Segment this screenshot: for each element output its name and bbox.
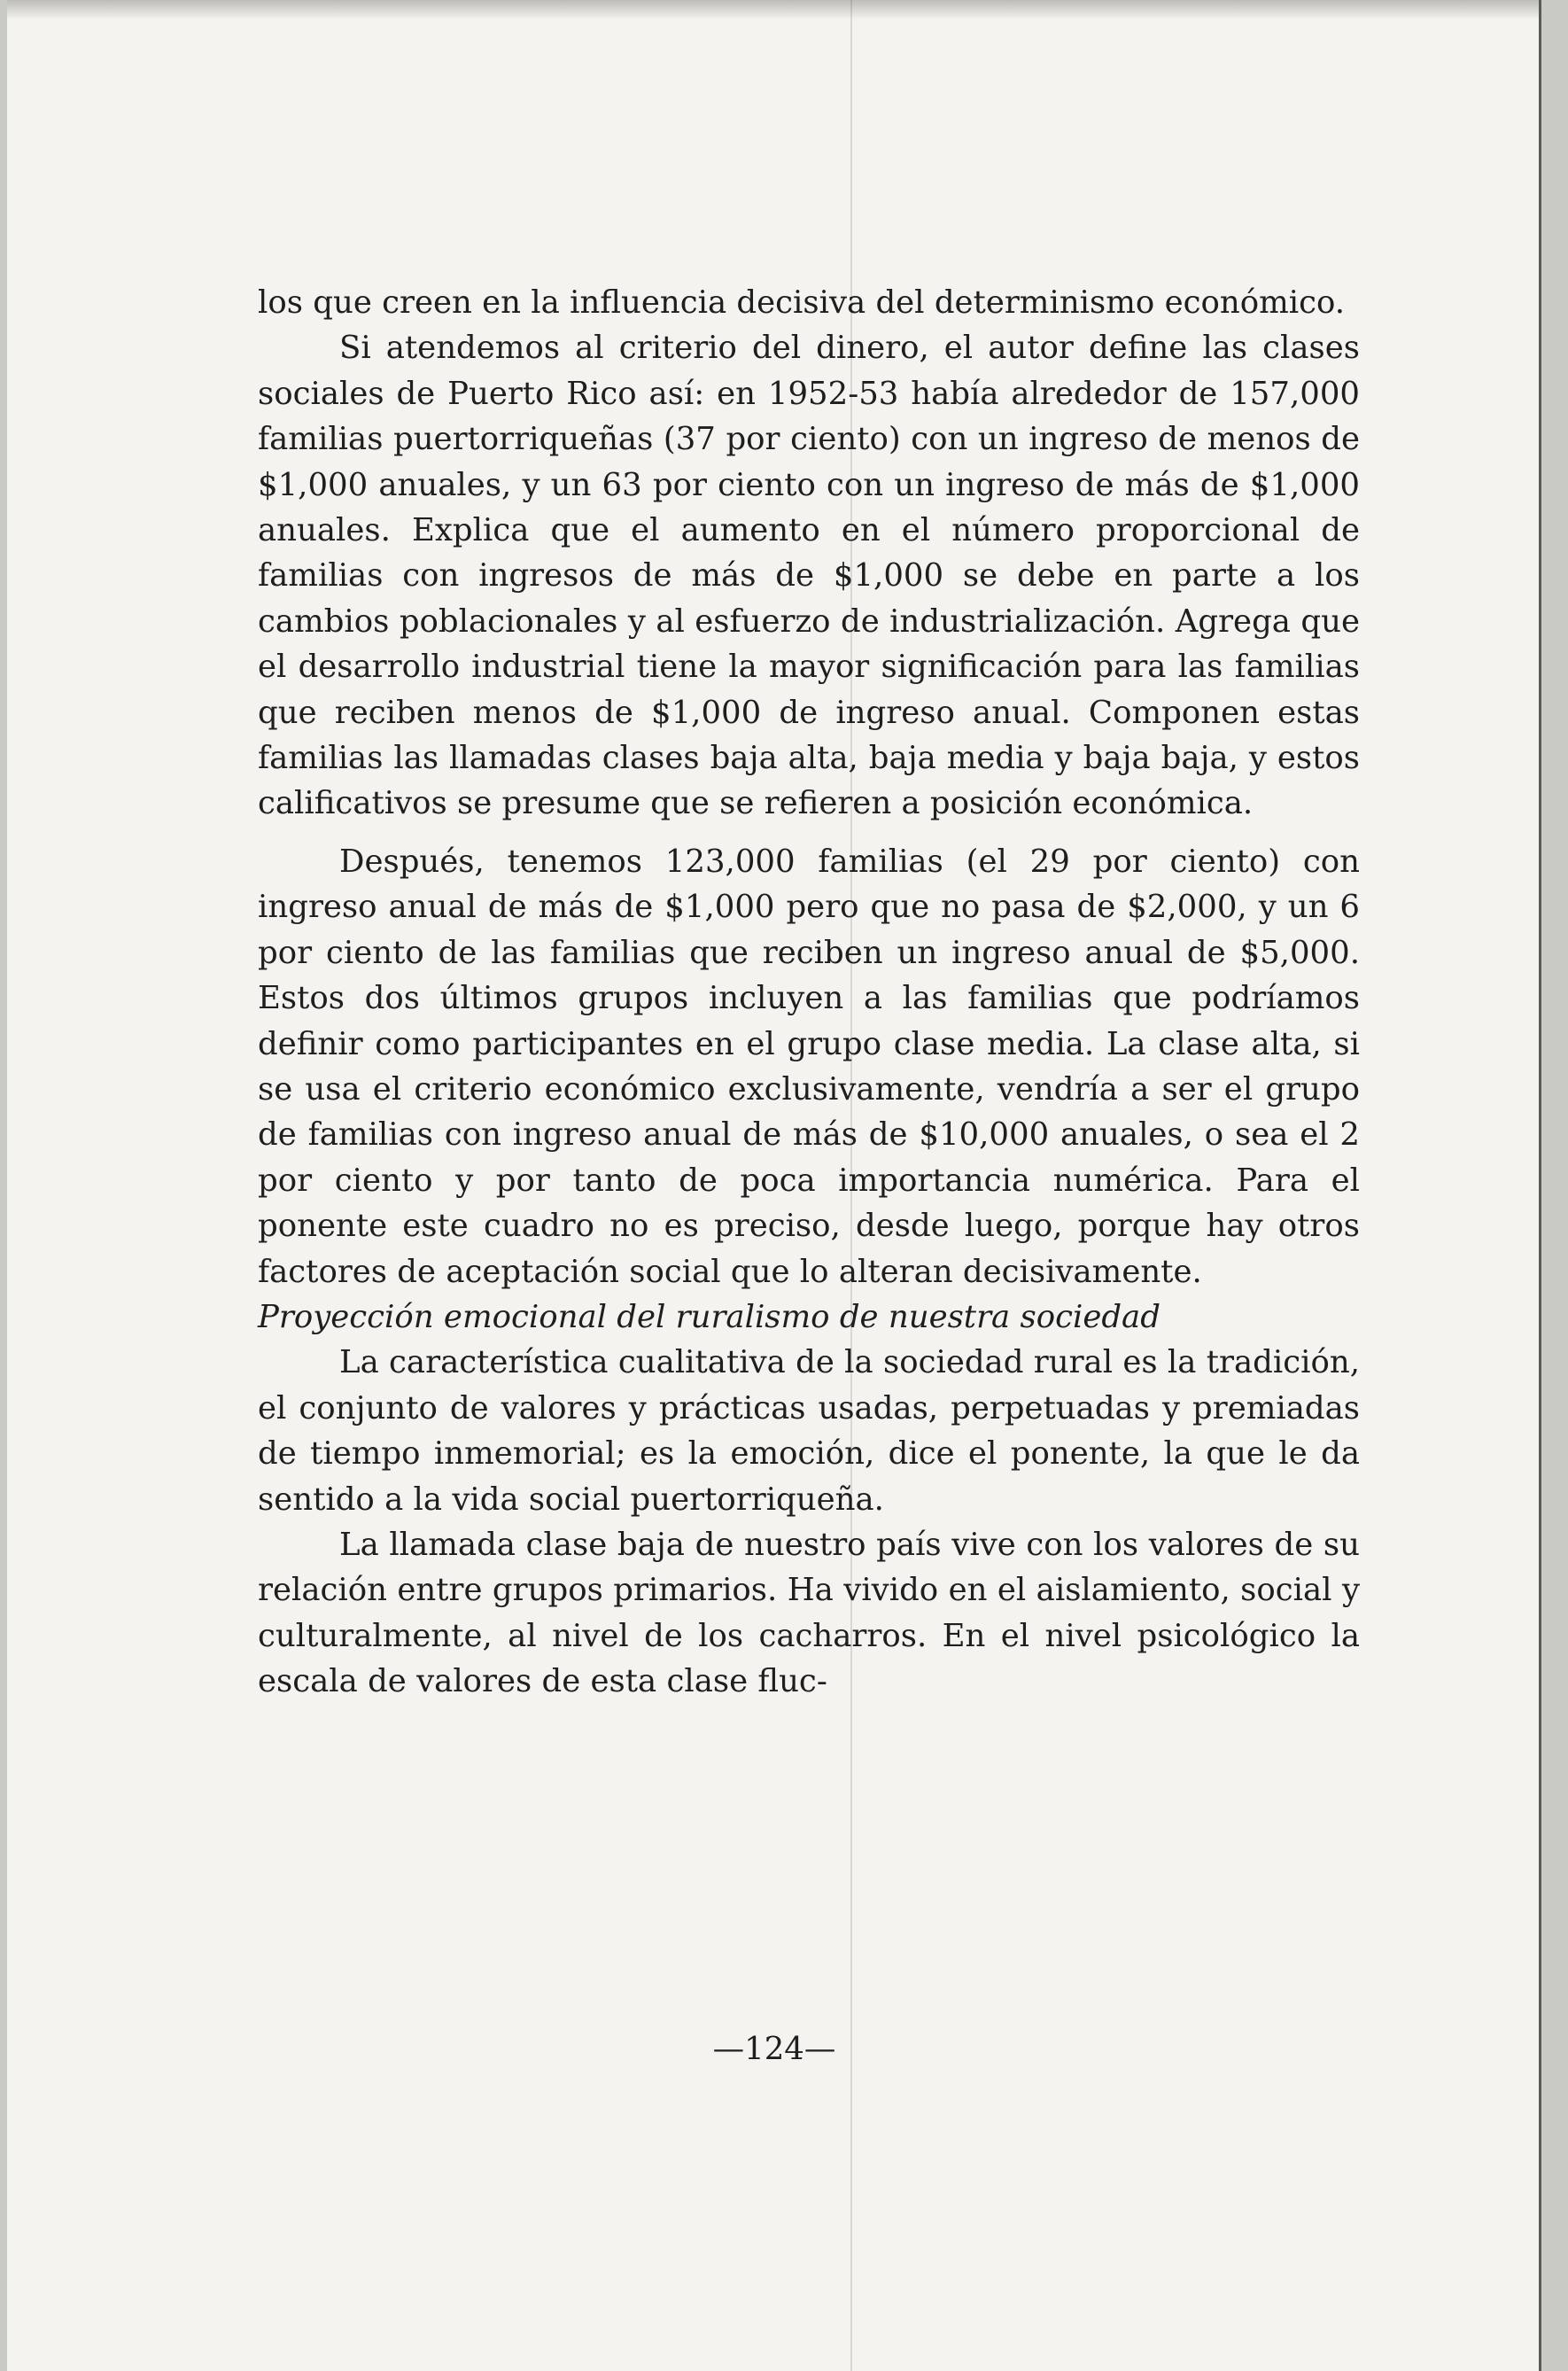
paragraph-rural-tradition: La característica cualitativa de la sociedad rural es la tradición, el conjunto de valores y prácticas usadas, perpetuadas y premiadas de tiempo inmemorial; es la emoción, dice el ponente, la que le da sentido a la vida social puertorriqueña. bbox=[258, 1344, 1360, 1518]
paragraph-continuation: los que creen en la influencia decisiva del determinismo económico. bbox=[258, 284, 1346, 321]
section-heading: Proyección emocional del ruralismo de nuestra sociedad bbox=[258, 1298, 1160, 1335]
page-number: —124— bbox=[712, 2031, 836, 2067]
book-page bbox=[7, 0, 1541, 2371]
scan-edge-shadow bbox=[7, 0, 1539, 19]
paragraph-lower-class: La llamada clase baja de nuestro país vive con los valores de su relación entre grupos primarios. Ha vivido en el aislamiento, social y culturalmente, al nivel de los cacharros. En el nivel psicológico la escala de valores de esta clase fluc- bbox=[258, 1526, 1360, 1700]
paragraph-money-criterion: Si atendemos al criterio del dinero, el autor define las clases sociales de Puerto Rico así: en 1952-53 había alrededor de 157,000 familias puertorriqueñas (37 por ciento) con un ingreso de menos de $1,000 anuales, y un 63 por ciento con un ingreso de más de $1,000 anuales. Explica que el aumento en el número proporcional de familias con ingresos de más de $1,000 se debe en parte a los cambios poblacionales y al esfuerzo de industrialización. Agrega que el desarrollo industrial tiene la mayor significación para las familias que reciben menos de $1,000 de ingreso anual. Componen estas familias las llamadas clases baja alta, baja media y baja baja, y estos calificativos se presume que se refieren a posición económica. bbox=[258, 330, 1360, 822]
paragraph-income-groups: Después, tenemos 123,000 familias (el 29 por ciento) con ingreso anual de más de $1,000 pero que no pasa de $2,000, y un 6 por ciento de las familias que reciben un ingreso anual de $5,000. Estos dos últimos grupos incluyen a las familias que podríamos definir como participantes en el grupo clase media. La clase alta, si se usa el criterio económico exclusivamente, vendría a ser el grupo de familias con ingreso anual de más de $10,000 anuales, o sea el 2 por ciento y por tanto de poca importancia numérica. Para el ponente este cuadro no es preciso, desde luego, porque hay otros factores de aceptación social que lo alteran decisivamente. bbox=[258, 843, 1360, 1290]
body-text bbox=[258, 280, 1360, 1705]
